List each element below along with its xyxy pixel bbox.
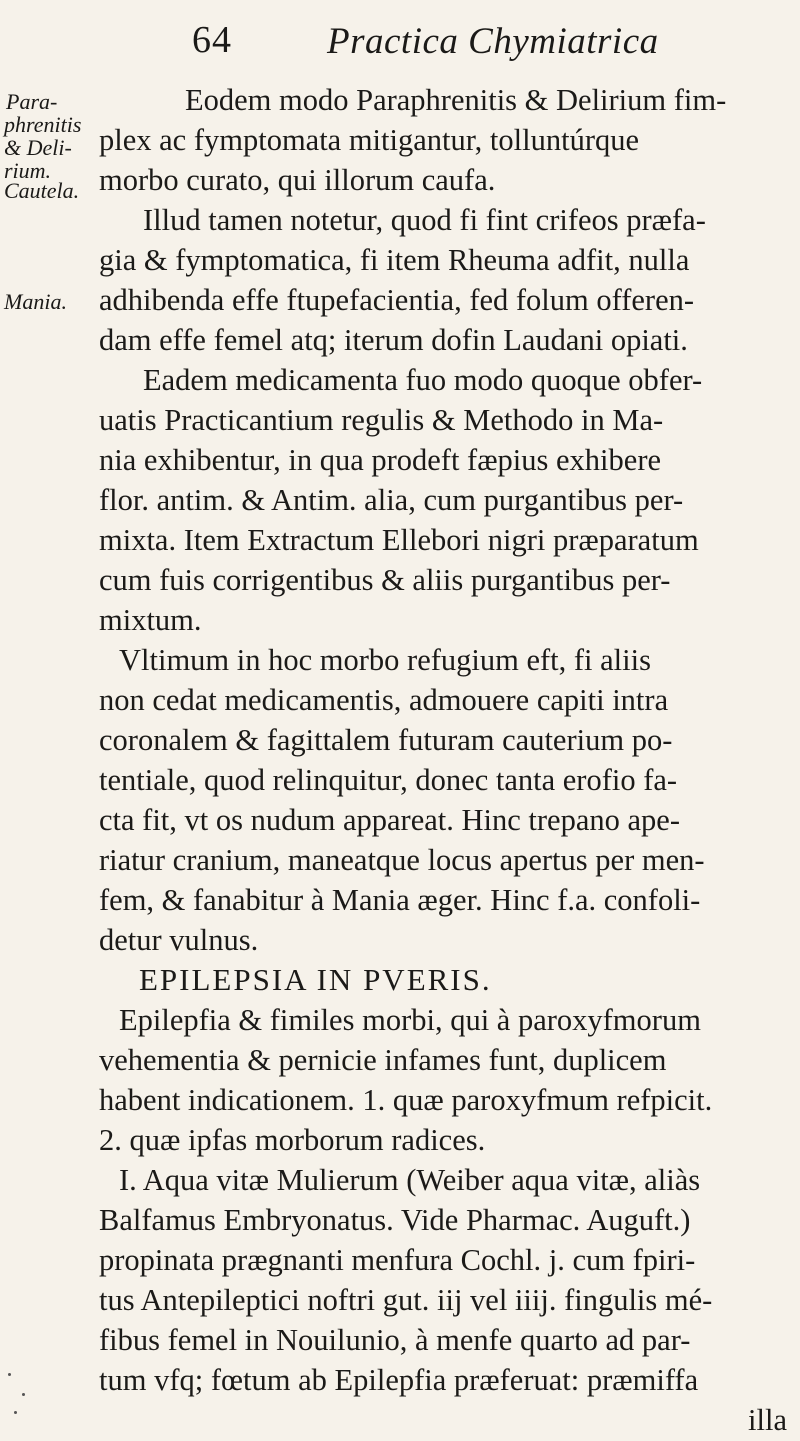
text-line: tus Antepileptici noftri gut. iij vel iiij. fingulis mé- [99,1283,713,1317]
text-line: tum vfq; fœtum ab Epilepfia præferuat: præmiffa [99,1363,699,1397]
margin-note-rium: rium. [4,158,52,183]
speck [14,1411,17,1414]
book-title: Practica Chymiatrica [327,21,659,62]
text-line: 2. quæ ipfas morborum radices. [99,1123,486,1157]
margin-note-deli: & Deli- [4,135,72,160]
text-line: tentiale, quod relinquitur, donec tanta erofio fa- [99,763,678,797]
text-line: nia exhibentur, in qua prodeft fæpius exhibere [99,443,662,477]
text-line: vehementia & pernicie infames funt, duplicem [99,1043,667,1077]
margin-note-mania: Mania. [4,289,67,314]
text-line: Balfamus Embryonatus. Vide Pharmac. Auguft.) [99,1203,691,1237]
text-line: coronalem & fagittalem futuram cauterium po- [99,723,673,757]
text-line: habent indicationem. 1. quæ paroxyfmum refpicit. [99,1083,713,1117]
margin-notes [0,0,100,1441]
section-heading: EPILEPSIA IN PVERIS. [139,962,492,997]
text-line: non cedat medicamentis, admouere capiti intra [99,683,669,717]
text-line: Eodem modo Paraphrenitis & Delirium fim- [185,83,727,117]
margin-note-para: Para- [6,89,58,114]
text-line: mixta. Item Extractum Ellebori nigri præparatum [99,523,699,557]
text-line: I. Aqua vitæ Mulierum (Weiber aqua vitæ, aliàs [119,1163,701,1197]
text-line: propinata prægnanti menfura Cochl. j. cum fpiri- [99,1243,696,1277]
margin-note-phrenitis: phrenitis [4,112,82,137]
text-line: morbo curato, qui illorum caufa. [99,163,496,197]
text-line: Eadem medicamenta fuo modo quoque obfer- [143,363,703,397]
running-head [150,18,790,74]
text-line: dam effe femel atq; iterum dofin Laudani opiati. [99,323,688,357]
catchword: illa [748,1403,787,1437]
text-line: fem, & fanabitur à Mania æger. Hinc f.a. confoli- [99,883,701,917]
text-line: Illud tamen notetur, quod fi fint crifeos præfa- [143,203,706,237]
page-number: 64 [192,19,232,61]
text-line: Epilepfia & fimiles morbi, qui à paroxyfmorum [119,1003,701,1037]
text-line: detur vulnus. [99,923,259,957]
text-line: riatur cranium, maneatque locus apertus per men- [99,843,705,877]
text-line: plex ac fymptomata mitigantur, tolluntúrque [99,123,640,157]
body-text [99,80,787,1440]
text-line: cum fuis corrigentibus & aliis purgantibus per- [99,563,671,597]
text-line: fibus femel in Nouilunio, à menfe quarto ad par- [99,1323,691,1357]
speck [22,1393,25,1396]
text-line: adhibenda effe ftupefacientia, fed folum offeren- [99,283,695,317]
text-line: cta fit, vt os nudum appareat. Hinc trepano ape- [99,803,680,837]
margin-note-cautela: Cautela. [4,178,80,203]
text-line: uatis Practicantium regulis & Methodo in Ma- [99,403,664,437]
text-line: Vltimum in hoc morbo refugium eft, fi aliis [119,643,651,677]
page-edge-specks [0,1365,40,1425]
text-line: gia & fymptomatica, fi item Rheuma adfit, nulla [99,243,690,277]
text-line: flor. antim. & Antim. alia, cum purgantibus per- [99,483,684,517]
text-line: mixtum. [99,603,202,637]
speck [8,1373,11,1376]
